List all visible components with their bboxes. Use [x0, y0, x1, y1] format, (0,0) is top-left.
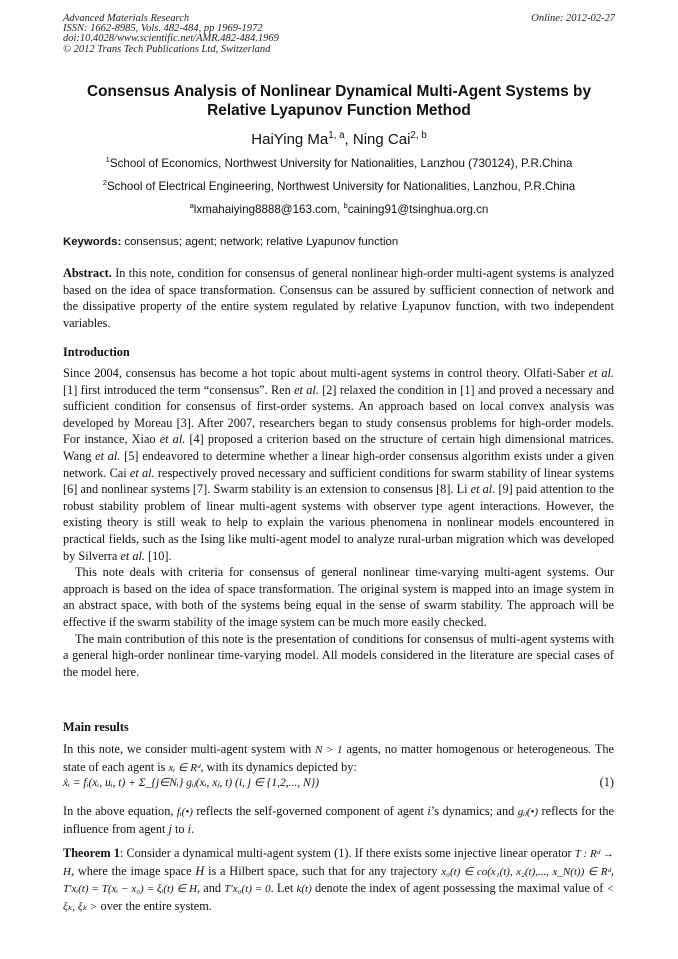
- math-operator-t: T : Rᵈ → H: [63, 848, 614, 878]
- author-separator: ,: [344, 131, 353, 148]
- email-b-marker: b: [343, 201, 348, 211]
- intro-body: [63, 365, 614, 680]
- keywords-label: Keywords:: [63, 236, 122, 248]
- keywords-text: consensus; agent; network; relative Lyapunov function: [121, 236, 399, 248]
- intro-paragraph-2: This note deals with criteria for consensus of general nonlinear time-varying multi-agent systems. Our approach is based on the idea of space transformation. The original system is mapped into an image system in an abstract space, with both of the systems being equal in the sense of swarm stability. The approach will be effective if the swarm stability of the image system can be much more easily checked.: [63, 565, 614, 629]
- math-h: H: [195, 863, 205, 878]
- math-image-map: T′xᵢ(t) = T(xᵢ − x₀) = ξᵢ(t) ∈ H: [63, 883, 198, 896]
- main-results-heading: Main results: [63, 720, 129, 734]
- copyright-line: © 2012 Trans Tech Publications Ltd, Switzerland: [63, 43, 271, 55]
- author-1: HaiYing Ma: [251, 131, 329, 148]
- main-p2-text: ’s dynamics; and: [430, 804, 518, 818]
- author-2-sup: 2, b: [410, 130, 427, 141]
- intro-paragraph-1: [63, 365, 614, 564]
- et-al: et al.: [470, 482, 496, 497]
- intro-p1-text: [4] proposed a criterion based on the structure of certain high dimensional matrices. Wang: [63, 432, 614, 463]
- et-al: et al.: [120, 548, 145, 563]
- intro-p1-text: [5] endeavored to determine whether a linear high-order consensus algorithm exists under a given network. Cai: [63, 448, 614, 480]
- abstract: [63, 265, 614, 331]
- math-gij: gᵢⱼ(•): [517, 806, 539, 818]
- theorem-text: over the entire system.: [97, 898, 212, 913]
- agent-j: j: [168, 821, 172, 836]
- intro-p1-text: Since 2004, consensus has become a hot topic about multi-agent systems in control theory. Olfati-Saber: [63, 366, 589, 380]
- theorem-text: denote the index of agent possessing the maximal value of: [311, 881, 607, 896]
- et-al: et al.: [159, 432, 186, 447]
- theorem-label: Theorem 1: [63, 846, 120, 860]
- issn-line: ISSN: 1662-8985, Vols. 482-484, pp 1969-1972: [63, 23, 263, 35]
- equation-1-body: ẋᵢ = fᵢ(xᵢ, uᵢ, t) + Σ_{j∈Nᵢ} gᵢⱼ(xᵢ, xⱼ, t) (i, j ∈ {1,2,..., N}): [63, 777, 320, 789]
- author-line: [40, 131, 638, 148]
- affiliation-2: [40, 180, 638, 193]
- main-p2-text: In the above equation,: [63, 804, 177, 818]
- math-zero: T′x₀(t) = 0: [224, 883, 271, 896]
- intro-p1-text: [9] paid attention to the robust stability problem of linear multi-agent systems with observer type agent interactions. However, the existing theory is still weak to help to explain the various phenomena in nonlinear models encountered in practical fields, such as the Ising like multi-agent model to analyze rural-urban migration which was developed by Silverra: [63, 482, 614, 563]
- affiliation-2-text: School of Electrical Engineering, Northwest University for Nationalities, Lanzhou, P.R.China: [106, 180, 576, 193]
- theorem-text: is a Hilbert space, such that for any trajectory: [204, 863, 442, 878]
- email-line: [40, 203, 638, 216]
- intro-p1-text: [1] first introduced the term “consensus”. Ren: [63, 382, 295, 397]
- intro-p1-text: [10].: [144, 548, 172, 563]
- math-k-t: k(t): [296, 883, 312, 896]
- main-p2-text: reflects the self-governed component of agent: [192, 804, 428, 818]
- equation-1: [63, 775, 614, 789]
- et-al: et al.: [129, 465, 155, 480]
- theorem-text: ,: [610, 863, 614, 878]
- math-n-gt-1: N > 1: [315, 744, 343, 756]
- theorem-text: : Consider a dynamical multi-agent system (1). If there exists some injective linear operator: [119, 846, 575, 860]
- theorem-1: [63, 845, 614, 915]
- main-p2-text: to: [171, 821, 188, 836]
- paper-title: [40, 82, 638, 120]
- theorem-text: , and: [197, 881, 225, 896]
- math-state-space: xᵢ ∈ Rᵈ: [168, 761, 201, 774]
- title-line-2: Relative Lyapunov Function Method: [207, 102, 471, 119]
- et-al: et al.: [588, 366, 614, 380]
- intro-p1-text: respectively proved necessary and sufficient conditions for swarm stability of linear systems [6] and nonlinear systems [7]. Swarm stability is an extension to consensus [8]. Li: [63, 465, 614, 497]
- theorem-text: , where the image space: [70, 863, 196, 878]
- intro-paragraph-3: The main contribution of this note is the presentation of conditions for consensus of multi-agent systems with a general high-order nonlinear time-varying model. All models considered in the literature are special cases of the model here.: [63, 631, 614, 679]
- affiliation-1: [40, 157, 638, 170]
- main-paragraph-1: [63, 741, 614, 776]
- journal-header: [63, 14, 279, 55]
- et-al: et al.: [95, 448, 121, 463]
- et-al: et al.: [294, 382, 319, 397]
- main-paragraph-2: [63, 803, 614, 837]
- email-a[interactable]: lxmahaiying8888@163.com,: [193, 203, 344, 216]
- title-line-1: Consensus Analysis of Nonlinear Dynamical Multi-Agent Systems by: [86, 83, 592, 100]
- email-a-marker: a: [189, 201, 194, 211]
- equation-1-number: (1): [599, 775, 614, 789]
- math-convex-hull: x₀(t) ∈ co(x₁(t), x₂(t),..., x_N(t)) ∈ Rᵈ: [441, 865, 611, 878]
- agent-i: i: [187, 821, 192, 836]
- intro-p1-text: [2] relaxed the condition in [1] and proved a necessary and sufficient condition for consensus of first-order systems. An approach based on local convex analysis was developed by Moreau [3]. After 2007, researchers began to study consensus problems for high-order models. For instance, Xiao: [63, 382, 614, 447]
- affiliation-1-marker: 1: [105, 155, 110, 165]
- journal-name: Advanced Materials Research: [63, 13, 190, 24]
- abstract-text: In this note, condition for consensus of general nonlinear high-order multi-agent systems is analyzed based on the idea of space transformation. Consensus can be assured by sufficient connection of network and the dissipative property of the entire system regulated by relative Lyapunov function, with two independent variables.: [63, 266, 614, 330]
- author-1-sup: 1, a: [328, 130, 345, 141]
- abstract-label: Abstract.: [63, 266, 112, 280]
- author-2: Ning Cai: [352, 131, 411, 148]
- main-p2-text: reflects for the influence from agent: [63, 804, 614, 836]
- affiliation-1-text: School of Economics, Northwest University for Nationalities, Lanzhou (730124), P.R.China: [109, 157, 573, 170]
- math-fi: fᵢ(•): [176, 806, 193, 818]
- keywords: [63, 236, 398, 248]
- affiliation-2-marker: 2: [102, 178, 107, 188]
- agent-i: i: [427, 804, 431, 818]
- email-b[interactable]: caining91@tsinghua.org.cn: [347, 203, 489, 216]
- main-p2-text: .: [191, 821, 195, 836]
- doi-line: doi:10.4028/www.scientific.net/AMR.482-484.1969: [63, 33, 279, 45]
- main-p1-text: agents, no matter homogenous or heterogeneous. The state of each agent is: [63, 742, 615, 774]
- main-p1-text: In this note, we consider multi-agent system with: [63, 742, 316, 756]
- main-p1-text: , with its dynamics depicted by:: [200, 759, 357, 774]
- theorem-text: . Let: [270, 881, 297, 896]
- online-date: Online: 2012-02-27: [531, 13, 615, 24]
- intro-heading: Introduction: [63, 345, 130, 359]
- math-inner-product: < ξₖ, ξₖ >: [63, 883, 614, 913]
